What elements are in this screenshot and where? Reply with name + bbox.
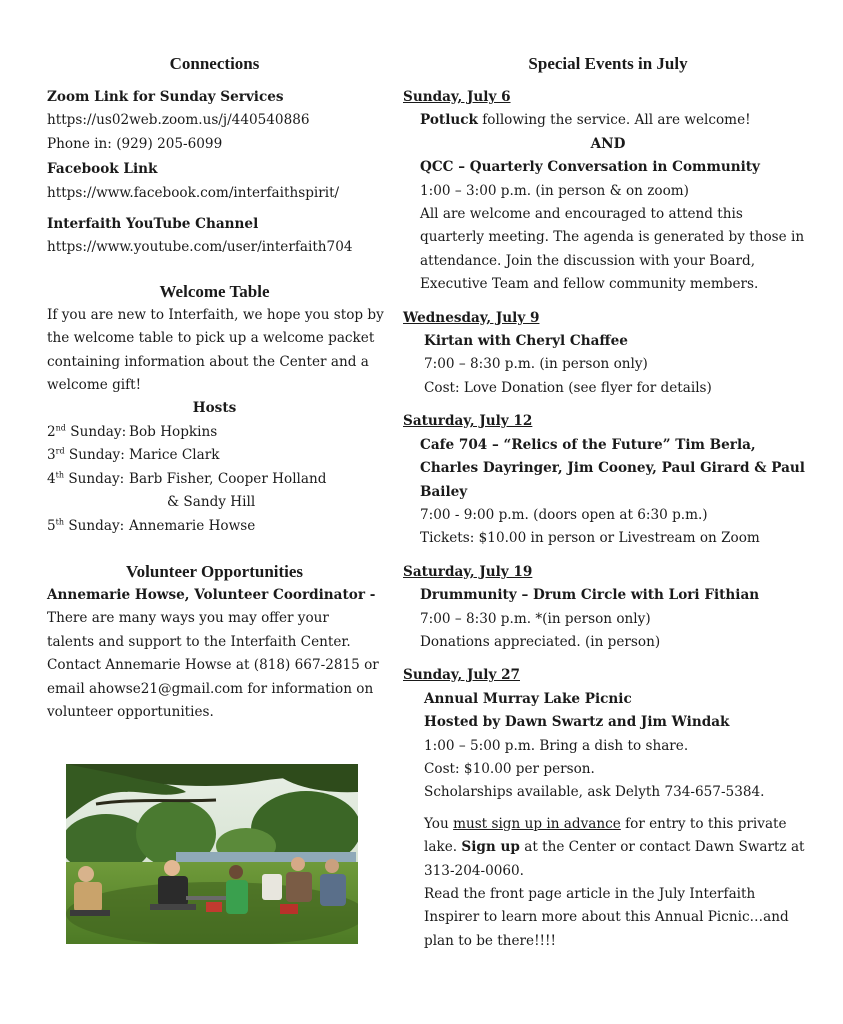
zoom-link[interactable]: https://us02web.zoom.us/j/440540886 (47, 112, 310, 129)
connections-title: Connections (169, 54, 260, 73)
host-names: & Sandy Hill (167, 494, 256, 511)
welcome-table-title: Welcome Table (159, 281, 270, 301)
volunteer-line: email ahowse21@gmail.com for information on (47, 680, 374, 697)
event-title: Drummunity – Drum Circle with Lori Fithian (420, 587, 760, 604)
event-date: Sunday, July 27 (403, 667, 520, 684)
event-title: Annual Murray Lake Picnic (424, 690, 632, 707)
youtube-label: Interfaith YouTube Channel (47, 216, 259, 233)
welcome-line: welcome gift! (47, 377, 142, 394)
volunteer-title: Volunteer Opportunities (125, 561, 304, 581)
event-july-6 (403, 86, 813, 297)
volunteer-coordinator: Annemarie Howse, Volunteer Coordinator - (47, 586, 376, 603)
zoom-label: Zoom Link for Sunday Services (47, 89, 284, 105)
event-july-19 (403, 561, 813, 655)
event-line: Tickets: $10.00 in person or Livestream on Zoom (420, 530, 760, 547)
event-line: All are welcome and encouraged to attend this (420, 206, 743, 223)
event-title: Kirtan with Cheryl Chaffee (424, 333, 628, 350)
event-date: Saturday, July 19 (403, 563, 533, 580)
event-line: quarterly meeting. The agenda is generated by those in (420, 229, 805, 246)
volunteer-line: There are many ways you may offer your (47, 610, 329, 627)
host-names: Annemarie Howse (129, 517, 256, 534)
event-line: 1:00 – 5:00 p.m. Bring a dish to share. (424, 737, 689, 754)
event-line: Cost: Love Donation (see flyer for details) (424, 379, 712, 396)
host-names: Barb Fisher, Cooper Holland (129, 470, 327, 487)
event-line: Inspirer to learn more about this Annual Picnic…and (424, 909, 789, 926)
welcome-text (47, 304, 382, 398)
and-separator: AND (590, 135, 626, 152)
host-names: Marice Clark (129, 447, 220, 464)
host-names: Bob Hopkins (129, 423, 218, 440)
event-line: Read the front page article in the July Interfaith (424, 886, 756, 902)
event-july-12 (403, 410, 813, 550)
volunteer-line: talents and support to the Interfaith Center. (47, 633, 351, 650)
welcome-line: containing information about the Center and a (47, 353, 369, 370)
event-line: 7:00 – 8:30 p.m. *(in person only) (420, 610, 651, 627)
event-title: Cafe 704 – “Relics of the Future” Tim Berla, (420, 436, 756, 453)
potluck-line: Potluck following the service. All are welcome! (420, 112, 751, 129)
event-date: Sunday, July 6 (403, 89, 511, 105)
hosts-title: Hosts (192, 400, 237, 417)
event-line: 1:00 – 3:00 p.m. (in person & on zoom) (420, 182, 689, 199)
host-row: 5th Sunday: Annemarie Howse (47, 515, 382, 538)
event-july-27 (403, 664, 813, 953)
facebook-label: Facebook Link (47, 161, 158, 178)
event-line: Executive Team and fellow community members. (420, 276, 759, 293)
event-line: 313-204-0060. (424, 862, 524, 879)
volunteer-line: volunteer opportunities. (47, 703, 214, 720)
event-title: Charles Dayringer, Jim Cooney, Paul Girard & Paul (420, 460, 805, 477)
event-line: Scholarships available, ask Delyth 734-657-5384. (424, 784, 765, 801)
facebook-link[interactable]: https://www.facebook.com/interfaithspirit/ (47, 184, 340, 201)
welcome-line: If you are new to Interfaith, we hope you stop by (47, 306, 384, 323)
event-line: attendance. Join the discussion with your Board, (420, 252, 756, 269)
left-column (47, 52, 382, 724)
event-line: plan to be there!!!! (424, 932, 556, 949)
host-row: 3rd Sunday: Marice Clark (47, 444, 382, 467)
volunteer-text (47, 607, 382, 724)
signup-line: You must sign up in advance for entry to this private (424, 815, 787, 832)
hosts-list (47, 421, 382, 538)
picnic-photo (66, 764, 358, 944)
event-date: Wednesday, July 9 (403, 309, 540, 326)
host-row: 2nd Sunday: Bob Hopkins (47, 421, 382, 444)
host-row (47, 491, 382, 514)
event-title: Hosted by Dawn Swartz and Jim Windak (424, 714, 730, 731)
event-line: Donations appreciated. (in person) (420, 633, 661, 650)
welcome-line: the welcome table to pick up a welcome packet (47, 330, 375, 347)
right-column (403, 52, 813, 953)
youtube-link[interactable]: https://www.youtube.com/user/interfaith704 (47, 239, 353, 256)
volunteer-line: Contact Annemarie Howse at (818) 667-2815 or (47, 657, 379, 674)
event-title: Bailey (420, 483, 468, 500)
signup-line: lake. Sign up at the Center or contact Dawn Swartz at (424, 839, 805, 856)
event-july-9 (403, 307, 813, 401)
event-line: Cost: $10.00 per person. (424, 760, 595, 777)
phone-number: Phone in: (929) 205-6099 (47, 135, 223, 152)
event-line: 7:00 – 8:30 p.m. (in person only) (424, 356, 648, 373)
special-events-title: Special Events in July (528, 54, 688, 73)
event-date: Saturday, July 12 (403, 413, 533, 430)
event-title: QCC – Quarterly Conversation in Community (420, 159, 760, 176)
event-line: 7:00 - 9:00 p.m. (doors open at 6:30 p.m.) (420, 506, 708, 523)
host-row: 4th Sunday: Barb Fisher, Cooper Holland (47, 468, 382, 491)
